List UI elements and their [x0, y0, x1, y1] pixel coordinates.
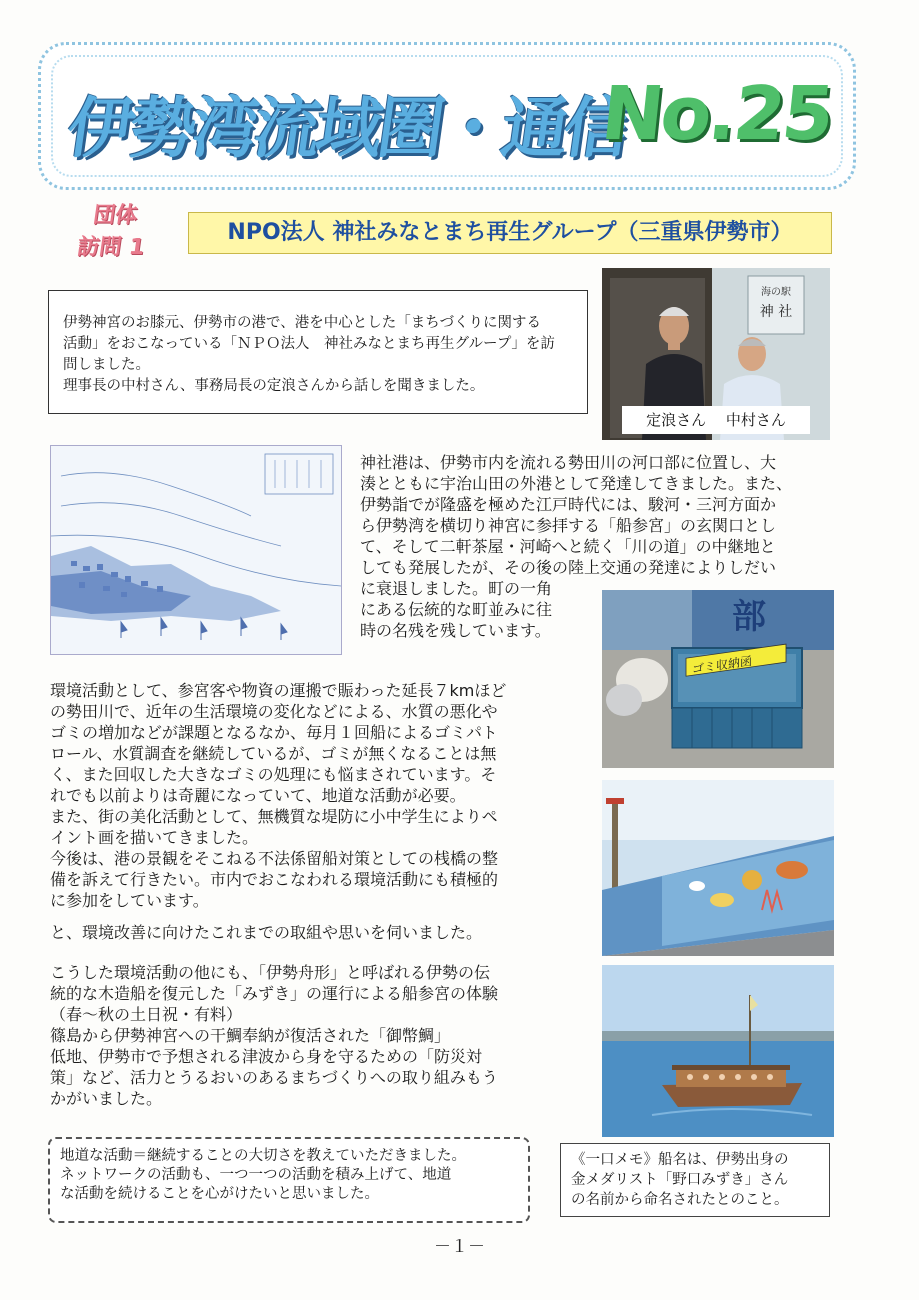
- closing-line: 地道な活動＝継続することの大切さを教えていただきました。: [60, 1148, 466, 1164]
- culture-line: 統的な木造船を復元した「みずき」の運行による船参宮の体験: [50, 984, 499, 1003]
- port-line: に衰退しました。町の一角: [360, 579, 553, 598]
- env-line: の勢田川で、近年の生活環境の変化などによる、水質の悪化や: [50, 702, 498, 721]
- one-point-memo-box: [560, 1143, 830, 1217]
- env-line: ロール、水質調査を継続しているが、ゴミが無くなることは無: [50, 744, 497, 763]
- photo-caption: 定浪さん 中村さん: [622, 406, 810, 434]
- port-line: しても発展したが、その後の陸上交通の発達によりしだい: [360, 558, 777, 577]
- port-line: にある伝統的な町並みに往: [360, 600, 553, 619]
- newsletter-header: [38, 42, 856, 190]
- sign-text-2: 神 社: [759, 304, 793, 320]
- photo-wooden-boat-mizuki: [602, 965, 834, 1137]
- port-history-continued: [360, 578, 588, 641]
- env-line: れでも以前よりは奇麗になっていて、地道な活動が必要。: [50, 786, 466, 805]
- group-visit-tag: [54, 200, 173, 264]
- memo-line: 金メダリスト「野口みずき」さん: [571, 1172, 789, 1188]
- port-line: 湊とともに宇治山田の外港として発達してきました。また、: [360, 474, 793, 493]
- env-line: 備を訴えて行きたい。市内でおこなわれる環境活動にも積極的: [50, 870, 499, 889]
- memo-line: の名前から命名されたとのこと。: [571, 1192, 789, 1208]
- culture-line: こうした環境活動の他にも、「伊勢舟形」と呼ばれる伊勢の伝: [50, 963, 491, 982]
- env-line: 環境活動として、参宮客や物資の運搬で賑わった延長７kmほど: [50, 681, 507, 700]
- env-line: また、街の美化活動として、無機質な堤防に小中学生によりペ: [50, 807, 498, 826]
- intro-line: 理事長の中村さん、事務局長の定浪さんから話しを聞きました。: [63, 378, 485, 394]
- photo-garbage-bin: [602, 590, 834, 768]
- closing-reflection-box: [48, 1137, 530, 1223]
- wall-text: 部: [732, 597, 766, 637]
- tag-line-2: 訪問 1: [75, 235, 147, 260]
- port-line: 時の名残を残しています。: [360, 621, 551, 640]
- page-number: －１－: [434, 1237, 485, 1257]
- port-line: 伊勢詣でが隆盛を極めた江戸時代には、駿河・三河方面か: [360, 495, 777, 514]
- newsletter-title: 伊勢湾流域圏・通信: [62, 90, 632, 167]
- culture-line: 低地、伊勢市で予想される津波から身を守るための「防災対: [50, 1047, 483, 1066]
- port-history-paragraph: [360, 452, 828, 578]
- bin-sign-text: ゴミ収納函: [692, 653, 752, 677]
- historical-map-image: [50, 445, 342, 655]
- intro-box: [48, 290, 588, 414]
- photo-representatives: [602, 268, 830, 440]
- intro-line: 伊勢神宮のお膝元、伊勢市の港で、港を中心とした「まちづくりに関する: [63, 315, 542, 331]
- culture-line: 篠島から伊勢神宮への干鯛奉納が復活された「御幣鯛」: [50, 1026, 451, 1045]
- culture-line: （春～秋の土日祝・有料）: [50, 1005, 243, 1024]
- intro-line: 活動」をおこなっている「ＮＰＯ法人 神社みなとまち再生グループ」を訪: [63, 336, 555, 352]
- intro-line: 問しました。: [63, 357, 150, 373]
- port-line: て、そして二軒茶屋・河崎へと続く「川の道」の中継地と: [360, 537, 776, 556]
- environment-summary: と、環境改善に向けたこれまでの取組や思いを伺いました。: [50, 923, 483, 942]
- env-line: 今後は、港の景観をそこねる不法係留船対策としての桟橋の整: [50, 849, 499, 868]
- sign-text-1: 海の駅: [761, 287, 791, 298]
- env-line: に参加をしています。: [50, 891, 209, 910]
- env-line: イント画を描いてきました。: [50, 828, 259, 847]
- issue-number: No.25: [597, 71, 836, 157]
- port-line: 神社港は、伊勢市内を流れる勢田川の河口部に位置し、大: [360, 453, 777, 472]
- closing-line: な活動を続けることを心がけたいと思いました。: [60, 1186, 379, 1202]
- port-line: ら伊勢湾を横切り神宮に参拝する「船参宮」の玄関口とし: [360, 516, 777, 535]
- culture-line: 策」など、活力とうるおいのあるまちづくりへの取り組みもう: [50, 1068, 498, 1087]
- env-line: く、また回収した大きなゴミの処理にも悩まされています。そ: [50, 765, 497, 784]
- tag-line-1: 団体: [91, 203, 140, 228]
- memo-line: 《一口メモ》船名は、伊勢出身の: [571, 1152, 789, 1168]
- closing-line: ネットワークの活動も、一つ一つの活動を積み上げて、地道: [60, 1167, 452, 1183]
- environment-activities-paragraph: [50, 680, 590, 911]
- env-line: ゴミの増加などが課題となるなか、毎月１回船によるゴミパト: [50, 723, 498, 742]
- culture-line: かがいました。: [50, 1089, 163, 1108]
- organization-title: NPO法人 神社みなとまち再生グループ（三重県伊勢市）: [188, 212, 832, 254]
- culture-activities-paragraph: [50, 962, 590, 1109]
- photo-painted-seawall: [602, 780, 834, 956]
